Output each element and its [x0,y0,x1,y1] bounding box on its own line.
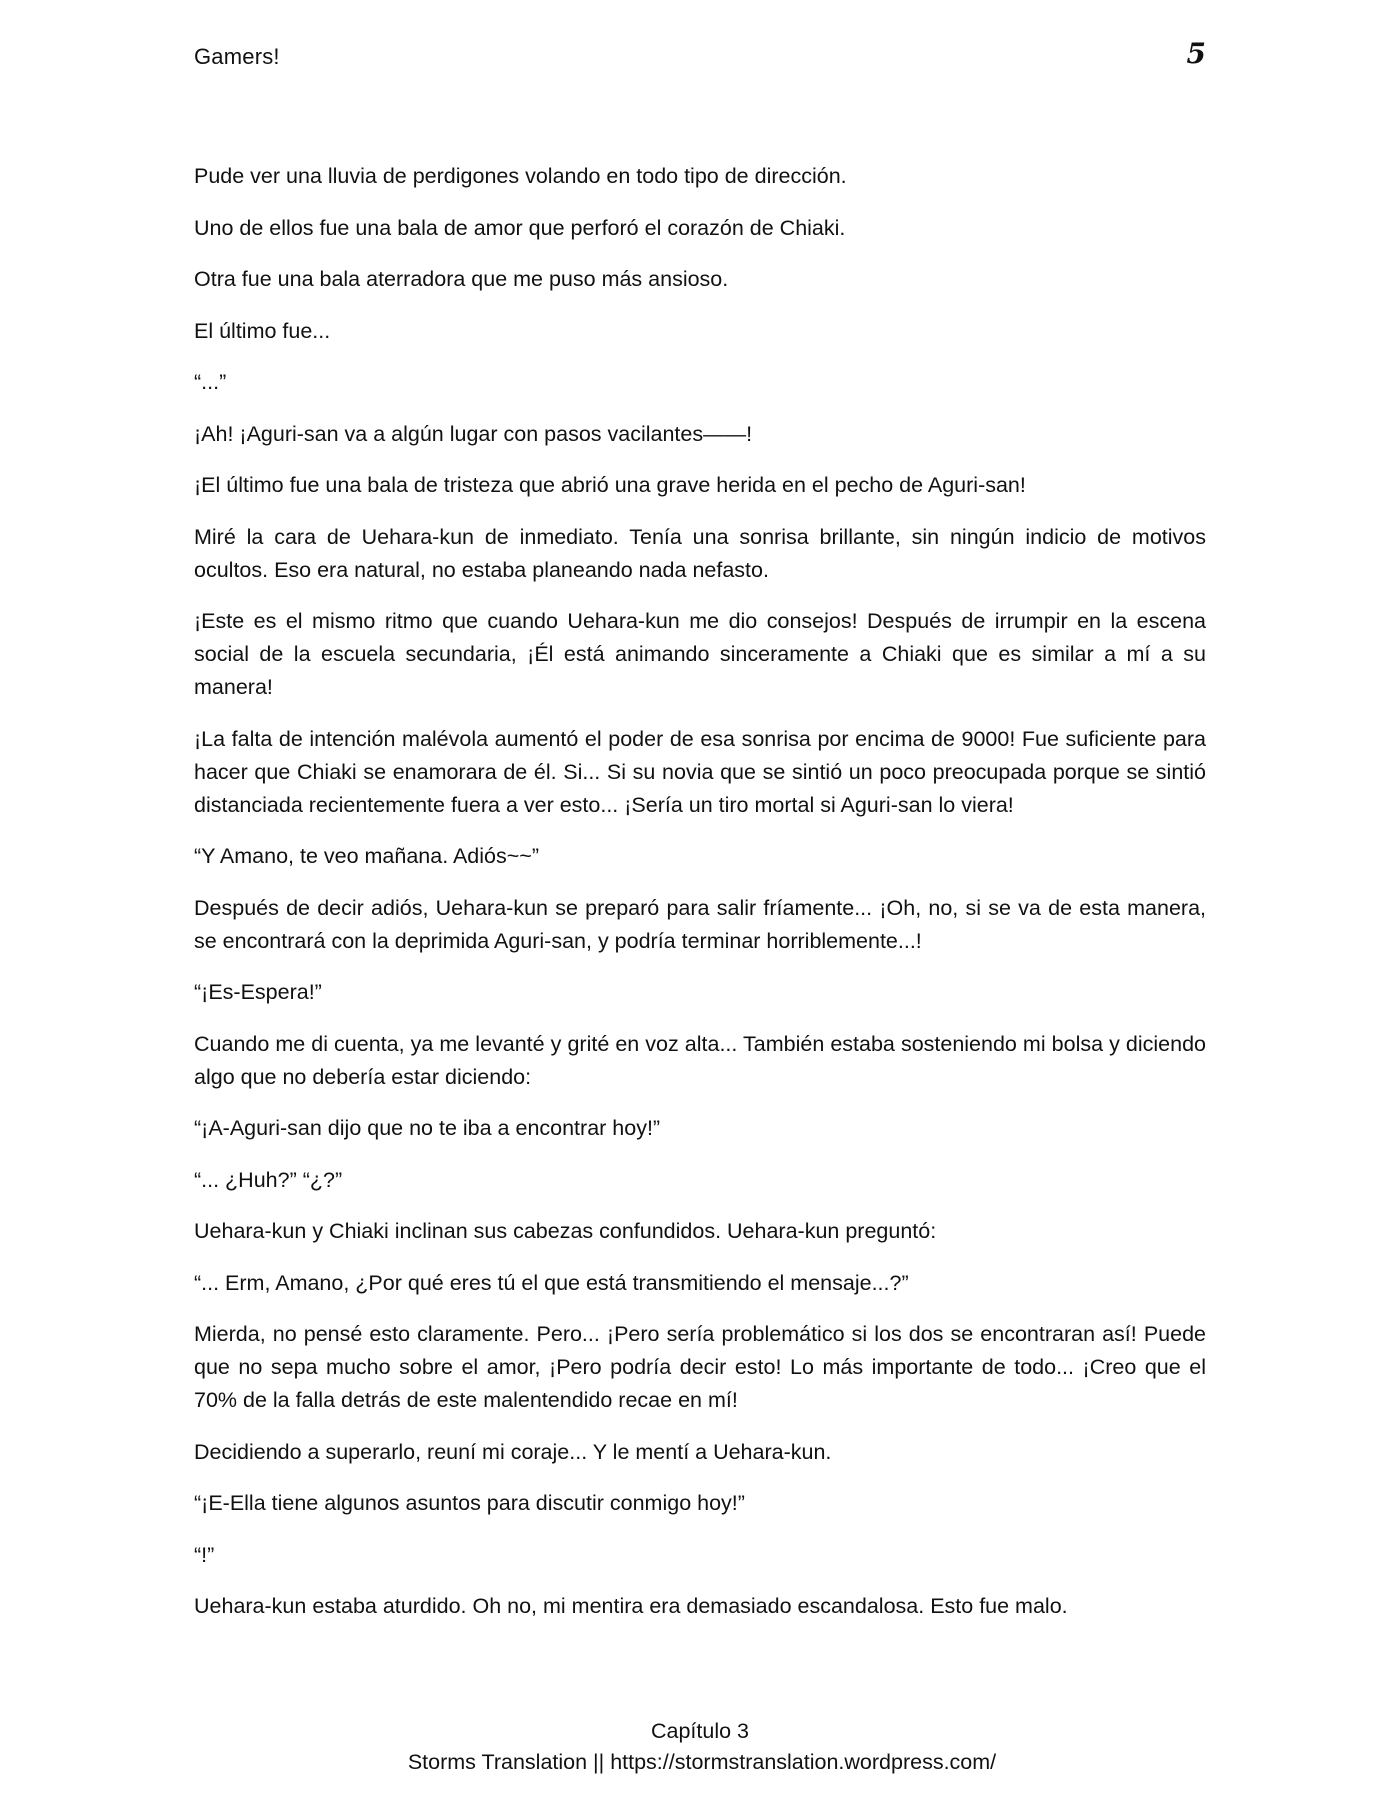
paragraph: ¡Ah! ¡Aguri-san va a algún lugar con pasos vacilantes——! [194,421,753,446]
paragraph: Uehara-kun estaba aturdido. Oh no, mi mentira era demasiado escandalosa. Esto fue malo. [194,1594,1068,1618]
paragraph: ¡El último fue una bala de tristeza que abrió una grave herida en el pecho de Aguri-san! [194,473,1026,497]
translation-credit: Storms Translation || https://stormstranslation.wordpress.com/ [407,1750,997,1774]
chapter-label: Capítulo 3 [650,1719,749,1743]
paragraph: Después de decir adiós, Uehara-kun se preparó para salir fríamente... ¡Oh, no, si se va de esta manera, se encontrará con la deprimida Aguri-san, y podría terminar horriblemente...! [194,895,1206,953]
page-number: 5 [1186,37,1206,70]
paragraph: “...” [194,370,227,394]
paragraph: “¡Es-Espera!” [194,980,322,1004]
paragraph: “... Erm, Amano, ¿Por qué eres tú el que está transmitiendo el mensaje...?” [194,1270,909,1295]
page-footer [0,1716,1400,1778]
book-title: Gamers! [194,44,280,69]
paragraph: Uehara-kun y Chiaki inclinan sus cabezas confundidos. Uehara-kun preguntó: [194,1219,937,1243]
paragraph: Mierda, no pensé esto claramente. Pero... ¡Pero sería problemático si los dos se encontraran así! Puede que no sepa mucho sobre el amor, ¡Pero podría decir esto! Lo más importante de todo... ¡Creo que el 70% de la falla detrás de este malentendido recae en mí! [194,1322,1206,1412]
page-header [194,37,1206,76]
paragraph: ¡Este es el mismo ritmo que cuando Uehara-kun me dio consejos! Después de irrumpir en la escena social de la escuela secundaria, ¡Él está animando sinceramente a Chiaki que es similar a mí a su manera! [194,609,1206,699]
paragraph: “¡E-Ella tiene algunos asuntos para discutir conmigo hoy!” [194,1491,745,1515]
paragraph: “... ¿Huh?” “¿?” [194,1167,343,1192]
paragraph: Miré la cara de Uehara-kun de inmediato. Tenía una sonrisa brillante, sin ningún indicio de motivos ocultos. Eso era natural, no estaba planeando nada nefasto. [194,524,1206,582]
paragraph: Pude ver una lluvia de perdigones volando en todo tipo de dirección. [194,164,847,188]
paragraph: ¡La falta de intención malévola aumentó el poder de esa sonrisa por encima de 9000! Fue suficiente para hacer que Chiaki se enamorara de él. Si... Si su novia que se sintió un poco preocupada porque se sintió distanciada recientemente fuera a ver esto... ¡Sería un tiro mortal si Aguri-san lo viera! [194,726,1206,817]
paragraph: Otra fue una bala aterradora que me puso más ansioso. [194,267,729,291]
paragraph: Cuando me di cuenta, ya me levanté y grité en voz alta... También estaba sosteniendo mi bolsa y diciendo algo que no debería estar diciendo: [194,1031,1206,1089]
paragraph: “!” [194,1542,215,1567]
paragraph: El último fue... [194,318,331,343]
paragraph: “Y Amano, te veo mañana. Adiós~~” [194,844,540,868]
paragraph: “¡A-Aguri-san dijo que no te iba a encontrar hoy!” [194,1116,661,1140]
paragraph: Uno de ellos fue una bala de amor que perforó el corazón de Chiaki. [194,215,846,240]
body-text [194,160,1206,1642]
paragraph: Decidiendo a superarlo, reuní mi coraje... Y le mentí a Uehara-kun. [194,1439,832,1464]
